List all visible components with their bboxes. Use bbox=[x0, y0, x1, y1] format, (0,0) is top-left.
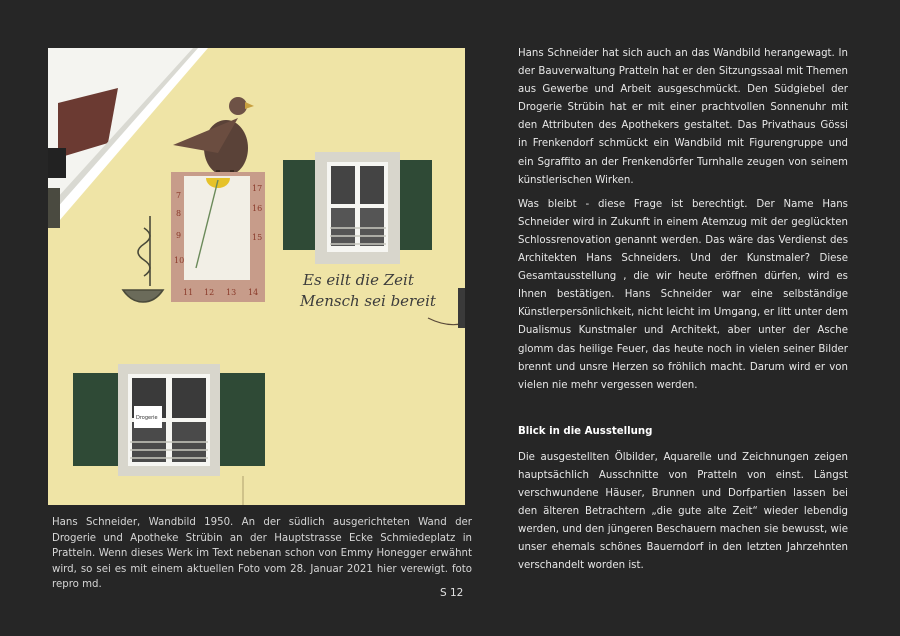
dial-number: 15 bbox=[252, 233, 263, 242]
upper-window bbox=[283, 152, 432, 264]
lower-window bbox=[73, 364, 265, 476]
paragraph: Hans Schneider hat sich auch an das Wandbild herangewagt. In der Bauverwaltung Pratteln hat er den Sitzungssaal mit Themen aus Gewerbe und Arbeit ausgeschmückt. Den Südgiebel der Drogerie Strübin hat er mit einer prachtvollen Sonnenuhr mit den Attributen des Apothekers gestaltet. Das Privathaus Gössi in Frenkendorf schmückt ein Wandbild mit Figurengruppe und ein Sgraffito an der Frenkendörfer Turnhalle zeugen von seinem künstlerischen Wirken. bbox=[518, 48, 848, 186]
section-heading: Blick in die Ausstellung bbox=[518, 425, 653, 437]
paragraph: Die ausgestellten Ölbilder, Aquarelle und Zeichnungen zeigen hauptsächlich Ausschnitte von Pratteln von einst. Längst verschwundene Häuser, Brunnen und Dorfpartien lassen bei den älteren Betrachtern „die gute alte Zeit“ wieder lebendig werden, und den jüngeren Beschauern machen sie bewusst, wie unser ehemals schönes Bauerndorf in den letzten Jahrzehnten verschandelt worden ist. bbox=[518, 451, 848, 572]
dial-number: 9 bbox=[176, 231, 182, 240]
motto-line-1: Es eilt die Zeit bbox=[303, 271, 414, 289]
page-number: S 12 bbox=[440, 587, 464, 599]
paragraph: Was bleibt - diese Frage ist berechtigt. Der Name Hans Schneider wird in Zukunft in einem Atemzug mit der geglückten Schlossrenovation genannt werden. Das wäre das Verdienst des Architekten Hans Schneiders. Und der Kunstmaler? Diese Gesamtausstellung , die wir heute eröffnen dürfen, wird es Ihnen bestätigen. Hans Schneider war eine selbständige Künstlerpersönlichkeit, nicht leicht im Umgang, er litt unter dem Dualismus Kunstmaler und Architekt, aber unter der Asche glomm das heilige Feuer, das heute noch in vielen seiner Bilder brennt und unsre Herzen so fröhlich macht. Darum wird er von vielen nie mehr vergessen werden. bbox=[518, 198, 848, 391]
dial-number: 14 bbox=[248, 288, 259, 297]
wall-painting-photo bbox=[48, 48, 465, 505]
dial-number: 7 bbox=[176, 191, 182, 200]
dial-number: 12 bbox=[204, 288, 215, 297]
text-column bbox=[518, 45, 848, 582]
dial-number: 13 bbox=[226, 288, 237, 297]
photo-caption: Hans Schneider, Wandbild 1950. An der südlich ausgerichteten Wand der Drogerie und Apotheke Strübin an der Hauptstrasse Ecke Schmiedeplatz in Pratteln. Wenn dieses Werk im Text nebenan schon von Emmy Honegger erwähnt wird, so sei es mit einem aktuellen Foto vom 28. Januar 2021 hier verewigt. foto repro md. bbox=[52, 517, 472, 591]
dial-number: 8 bbox=[176, 209, 182, 218]
sundial bbox=[171, 172, 265, 302]
dial-number: 10 bbox=[174, 256, 185, 265]
motto-line-2: Mensch sei bereit bbox=[300, 292, 436, 310]
dial-number: 11 bbox=[183, 288, 194, 297]
dial-number: 17 bbox=[252, 184, 263, 193]
dial-number: 16 bbox=[252, 204, 263, 213]
window-sign: Drogerie bbox=[136, 415, 158, 421]
